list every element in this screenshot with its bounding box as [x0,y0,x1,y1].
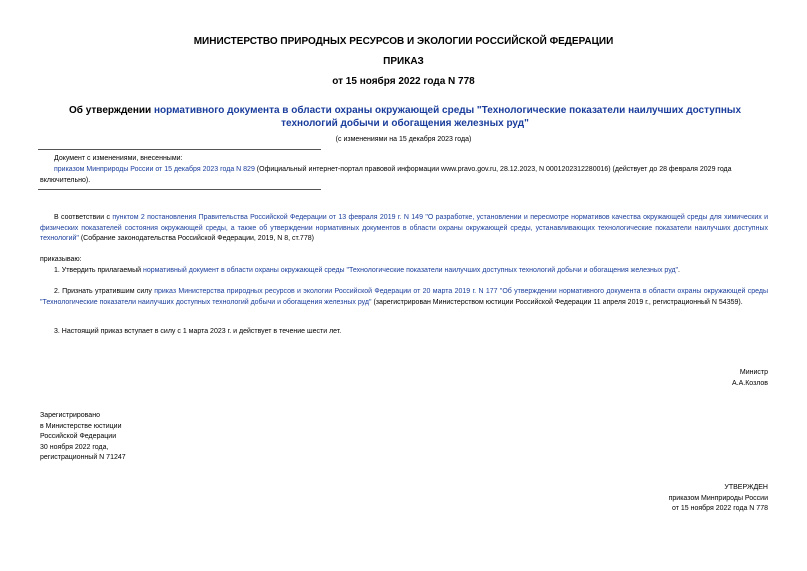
item-1-link[interactable]: нормативный документ в области охраны окружающей среды "Технологические показатели наилучших доступных технологий добычи и обогащения железных руд" [142,267,679,274]
item-2-link[interactable]: приказ Министерства природных ресурсов и экологии Российской Федерации от 20 марта 2019 г. N 177 "Об утверждении нормативного документа в области охраны окружающей среды "Технологические показатели наилучших доступных технологий добычи и обогащения железных руд" [40,288,768,306]
registration-line-3: Российской Федерации [40,433,117,440]
preamble-link[interactable]: пунктом 2 постановления Правительства Российской Федерации от 13 февраля 2019 г. N 149 "О разработке, установлении и пересмотре нормативов качества окружающей среды для химических и физических показателей состояния окружающей среды, а также об утверждении нормативных документов в области охраны окружающей среды, устанавливающих технологические показатели наилучших доступных технологий" [40,214,769,242]
preamble-text2: (Собрание законодательства Российской Федерации, 2019, N 8, ст.778) [78,235,314,242]
revision-note: (с изменениями на 15 декабря 2023 года) [335,136,472,143]
registration-line-5: регистрационный N 71247 [40,454,126,461]
changes-label: Документ с изменениями, внесенными: [54,155,183,162]
preamble-text1: В соответствии с [54,214,113,221]
signature-name: А.А.Козлов [731,380,768,387]
registration-line-4: 30 ноября 2022 года, [40,443,109,451]
registration-block [40,411,240,464]
registration-line-1: Зарегистрировано [40,412,100,419]
divider-top [38,149,321,150]
changes-rest: (Официальный интернет-портал правовой информации www.pravo.gov.ru, 28.12.2023, N 0001202312280016) (действует до 28 февраля 2029 года включительно). [40,166,732,184]
item-2 [40,287,768,308]
signature-role: Министр [739,369,768,376]
changes-link[interactable]: приказом Минприроды России от 15 декабря 2023 года N 829 [54,166,255,173]
document-title [40,104,770,130]
item-1-pre: 1. Утвердить прилагаемый [54,267,143,274]
title-link[interactable]: нормативного документа в области охраны окружающей среды "Технологические показатели наилучших доступных технологий добычи и обогащения железных руд" [153,105,742,129]
registration-line-2: в Министерстве юстиции [40,422,122,430]
order-word: приказываю: [40,256,82,263]
item-2-pre: 2. Признать утратившим силу [54,288,155,295]
approved-line-1: УТВЕРЖДЕН [724,484,768,491]
doc-type-heading: ПРИКАЗ [383,56,424,67]
preamble-paragraph [40,213,768,245]
changes-text [40,165,768,186]
item-1-post: . [678,267,680,274]
item-1 [40,266,768,277]
item-3: 3. Настоящий приказ вступает в силу с 1 марта 2023 г. и действует в течение шести лет. [54,328,342,335]
doc-date-number: от 15 ноября 2022 года N 778 [332,76,475,87]
divider-bottom [38,189,321,190]
approved-line-3: от 15 ноября 2022 года N 778 [672,505,768,512]
item-2-post: (зарегистрирован Министерством юстиции Российской Федерации 11 апреля 2019 г., регистрационный N 54359). [371,298,743,306]
approved-block [560,483,768,515]
approved-line-2: приказом Минприроды России [668,494,768,502]
title-prefix: Об утверждении [68,105,154,116]
ministry-heading: МИНИСТЕРСТВО ПРИРОДНЫХ РЕСУРСОВ И ЭКОЛОГИИ РОССИЙСКОЙ ФЕДЕРАЦИИ [193,36,614,47]
